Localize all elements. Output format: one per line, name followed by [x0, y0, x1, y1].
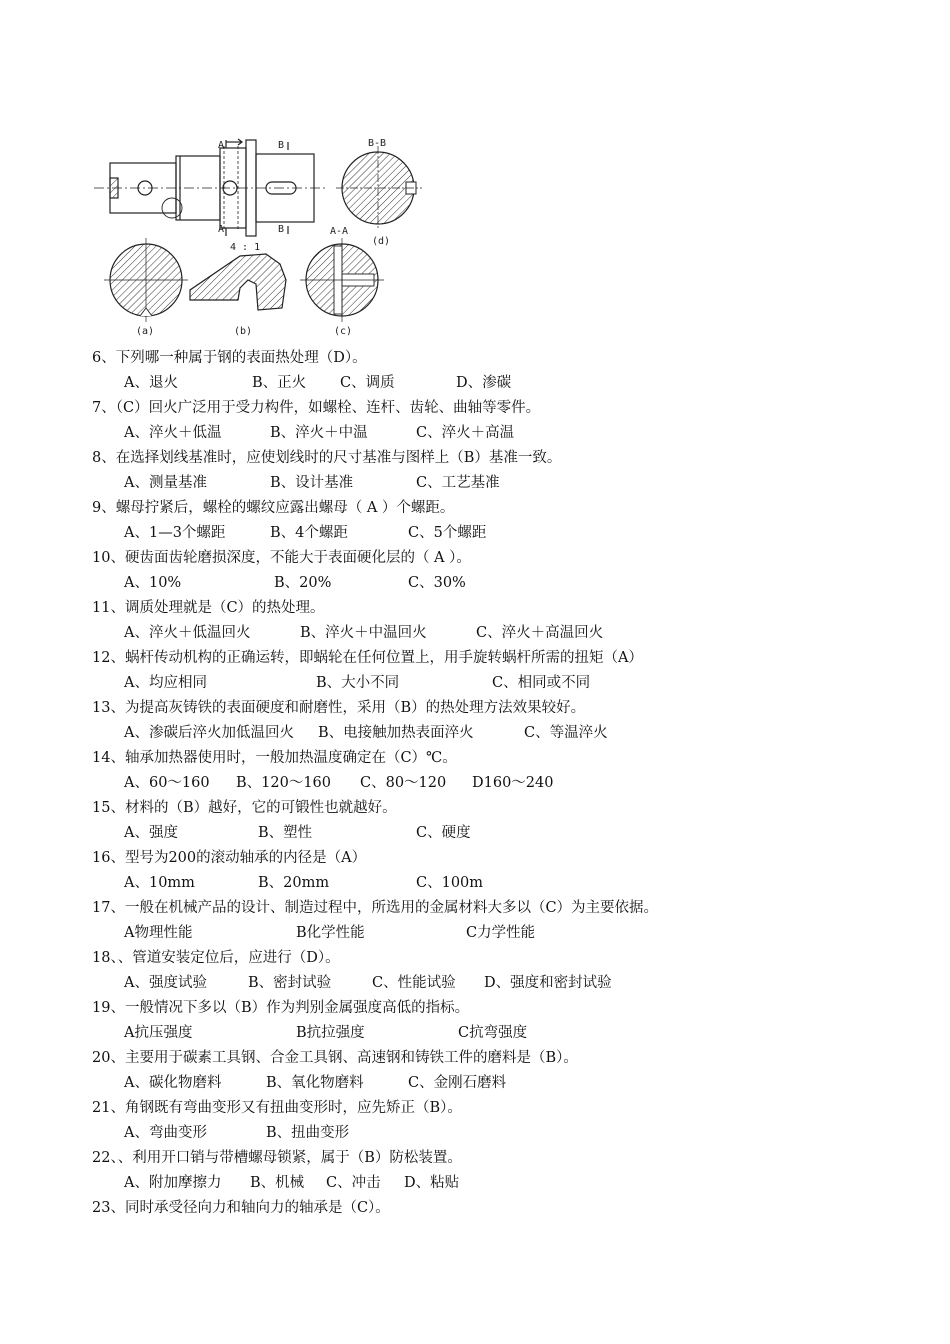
answer-options [124, 973, 612, 995]
answer-options [124, 673, 590, 695]
answer-option: A、碳化物磨料 [124, 1075, 222, 1091]
label-a-top: A [218, 140, 225, 151]
answer-option: A、60～160 [124, 775, 210, 791]
answer-options [124, 373, 511, 395]
label-section-bb: B-B [368, 138, 387, 149]
technical-drawing [90, 128, 430, 346]
section-aa-view [300, 238, 384, 322]
question-text: 10、硬齿面齿轮磨损深度，不能大于表面硬化层的（ A ）。 [92, 550, 471, 566]
label-section-aa: A-A [330, 226, 349, 237]
answer-options [124, 873, 483, 895]
answer-option: A抗压强度 [124, 1025, 193, 1041]
question-text: 14、轴承加热器使用时，一般加热温度确定在（C）℃。 [92, 750, 457, 766]
answer-option: A、强度试验 [124, 975, 207, 991]
shaft-drawing-figure [90, 128, 430, 346]
question-text: 7、（C）回火广泛用于受力构件，如螺栓、连杆、齿轮、曲轴等零件。 [92, 400, 541, 416]
question-text: 15、材料的（B）越好，它的可锻性也就越好。 [92, 800, 397, 816]
answer-option: C、淬火＋高温回火 [476, 625, 604, 641]
answer-option: C、冲击 [326, 1175, 381, 1191]
detail-b-view [190, 254, 286, 310]
question-text: 23、同时承受径向力和轴向力的轴承是（C）。 [92, 1200, 390, 1216]
answer-option: A、均应相同 [124, 675, 207, 691]
answer-option: C、性能试验 [372, 975, 456, 991]
answer-option: C、100m [416, 875, 484, 891]
answer-option: D、粘贴 [404, 1175, 460, 1191]
question-text: 20、主要用于碳素工具钢、合金工具钢、高速钢和铸铁工件的磨料是（B）。 [92, 1050, 578, 1066]
question-text: 8、在选择划线基准时，应使划线时的尺寸基准与图样上（B）基准一致。 [92, 450, 562, 466]
answer-option: B化学性能 [296, 925, 365, 941]
answer-option: A、测量基准 [124, 475, 207, 491]
answer-options [124, 623, 603, 645]
section-bb-view [336, 146, 422, 230]
answer-option: B、淬火＋中温回火 [300, 625, 427, 641]
label-b-top: B [278, 140, 285, 151]
answer-option: B、正火 [252, 375, 307, 391]
answer-options [124, 773, 553, 795]
answer-option: B、20mm [258, 875, 330, 891]
answer-option: A、10% [124, 575, 182, 591]
answer-option: C、调质 [340, 375, 395, 391]
answer-option: C抗弯强度 [458, 1025, 528, 1041]
answer-option: D、强度和密封试验 [484, 975, 612, 991]
label-scale: 4 : 1 [230, 242, 261, 253]
answer-option: A、淬火＋低温回火 [124, 625, 251, 641]
answer-option: B、电接触加热表面淬火 [318, 725, 474, 741]
answer-option: B、设计基准 [270, 475, 354, 491]
answer-option: A、1—3个螺距 [124, 525, 226, 541]
answer-option: D160～240 [472, 775, 554, 791]
label-a-bottom: A [218, 224, 225, 235]
answer-options [124, 423, 514, 445]
answer-option: A物理性能 [124, 925, 193, 941]
label-b: (b) [234, 326, 253, 337]
answer-option: C、工艺基准 [416, 475, 500, 491]
answer-options [124, 1073, 506, 1095]
question-text: 17、一般在机械产品的设计、制造过程中，所选用的金属材料大多以（C）为主要依据。 [92, 900, 659, 916]
answer-options [124, 923, 535, 945]
answer-option: B、20% [274, 575, 332, 591]
answer-option: B、大小不同 [316, 675, 400, 691]
answer-options [124, 573, 466, 595]
answer-option: D、渗碳 [456, 375, 512, 391]
answer-options [124, 1173, 459, 1195]
answer-option: C、淬火＋高温 [416, 425, 515, 441]
question-text: 21、角钢既有弯曲变形又有扭曲变形时，应先矫正（B）。 [92, 1100, 462, 1116]
answer-options [124, 1023, 527, 1045]
question-text: 6、下列哪一种属于钢的表面热处理（D）。 [92, 350, 367, 366]
answer-options [124, 473, 500, 495]
shaft-main-view [94, 139, 326, 236]
answer-option: C、相同或不同 [492, 675, 591, 691]
answer-option: C、5个螺距 [408, 525, 487, 541]
question-text: 9、螺母拧紧后，螺栓的螺纹应露出螺母（ A ）个螺距。 [92, 500, 455, 516]
label-c: (c) [334, 326, 353, 337]
answer-option: B、淬火＋中温 [270, 425, 368, 441]
question-text: 13、为提高灰铸铁的表面硬度和耐磨性，采用（B）的热处理方法效果较好。 [92, 700, 586, 716]
section-a-view [104, 238, 188, 322]
answer-option: B、氧化物磨料 [266, 1075, 364, 1091]
answer-option: A、渗碳后淬火加低温回火 [124, 725, 294, 741]
answer-option: A、淬火＋低温 [124, 425, 222, 441]
answer-option: B、密封试验 [248, 975, 332, 991]
answer-options [124, 1123, 349, 1145]
answer-options [124, 523, 486, 545]
answer-options [124, 823, 471, 845]
answer-option: C、金刚石磨料 [408, 1075, 507, 1091]
answer-option: C、30% [408, 575, 466, 591]
answer-option: B、机械 [250, 1175, 305, 1191]
answer-options [124, 723, 608, 745]
answer-option: A、退火 [124, 375, 178, 391]
answer-option: B、4个螺距 [270, 525, 348, 541]
answer-option: B、120～160 [236, 775, 332, 791]
question-text: 22、、利用开口销与带槽螺母锁紧，属于（B）防松装置。 [92, 1150, 462, 1166]
answer-option: B、塑性 [258, 825, 313, 841]
answer-option: C力学性能 [466, 925, 536, 941]
question-text: 19、一般情况下多以（B）作为判别金属强度高低的指标。 [92, 1000, 470, 1016]
question-text: 18、、管道安装定位后，应进行（D）。 [92, 950, 340, 966]
label-d: (d) [372, 236, 391, 247]
answer-option: A、弯曲变形 [124, 1125, 207, 1141]
answer-option: C、等温淬火 [524, 725, 608, 741]
answer-option: C、硬度 [416, 825, 471, 841]
label-b-bottom: B [278, 224, 285, 235]
question-text: 11、调质处理就是（C）的热处理。 [92, 600, 325, 616]
answer-option: A、10mm [124, 875, 195, 891]
label-a: (a) [136, 326, 155, 337]
answer-option: A、强度 [124, 825, 178, 841]
question-text: 16、型号为200的滚动轴承的内径是（A） [92, 850, 367, 866]
answer-option: B、扭曲变形 [266, 1125, 350, 1141]
question-text: 12、蜗杆传动机构的正确运转，即蜗轮在任何位置上，用手旋转蜗杆所需的扭矩（A） [92, 650, 643, 666]
answer-option: C、80～120 [360, 775, 447, 791]
answer-option: B抗拉强度 [296, 1025, 365, 1041]
answer-option: A、附加摩擦力 [124, 1175, 222, 1191]
